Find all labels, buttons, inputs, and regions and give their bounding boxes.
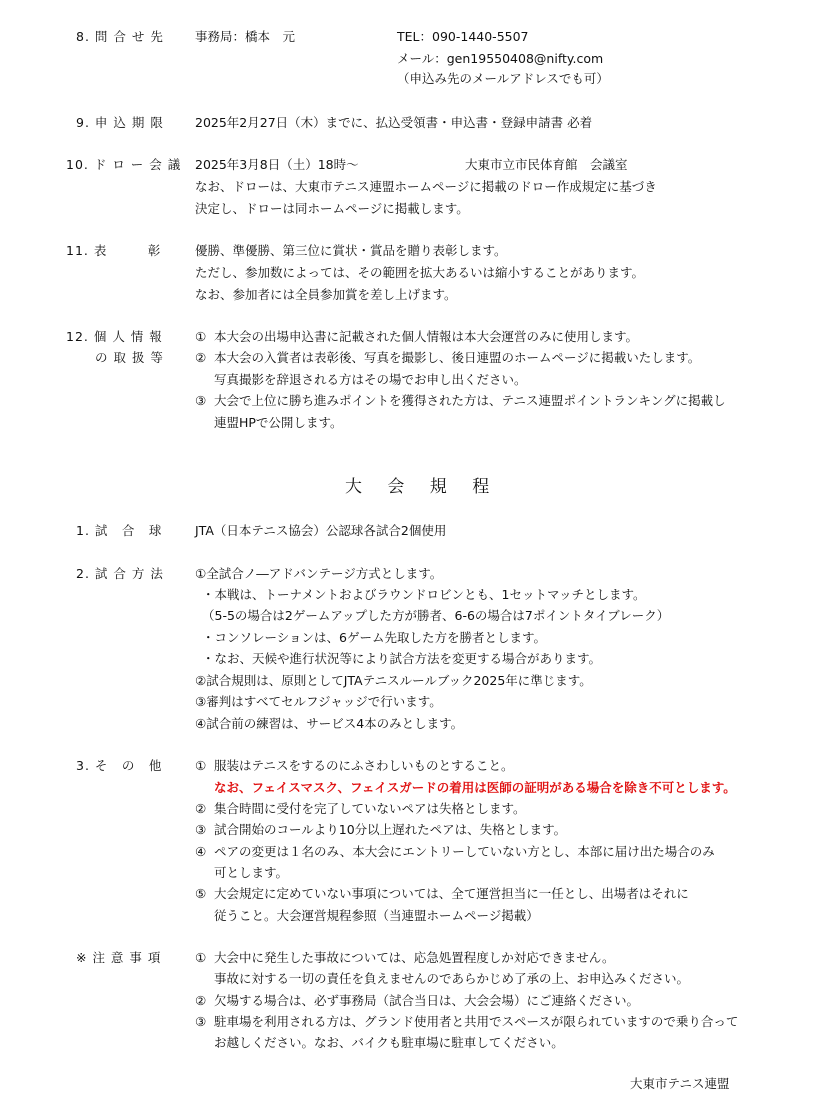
contact-mail-note: （申込み先のメールアドレスでも可） xyxy=(397,71,609,86)
notes-item-1-line2: 事故に対する一切の責任を負えませんのであらかじめ了承の上、お申込みください。 xyxy=(214,971,690,986)
method-line-3: （5-5の場合は2ゲームアップした方が勝者、6-6の場合は7ポイントタイブレーク） xyxy=(202,608,670,623)
privacy-item-1-line1: 本大会の出場申込書に記載された個人情報は本大会運営のみに使用します。 xyxy=(214,329,639,344)
other-item-4-num: ④ xyxy=(195,844,207,859)
other-item-2-num: ② xyxy=(195,801,207,816)
award-label: 11. 表 彰 xyxy=(66,243,162,258)
notes-item-1-line1: 大会中に発生した事故については、応急処置程度しか対応できません。 xyxy=(214,950,615,965)
other-item-5-num: ⑤ xyxy=(195,886,207,901)
notes-item-2-num: ② xyxy=(195,993,207,1008)
privacy-item-3-num: ③ xyxy=(195,393,207,408)
other-item-1-warning: なお、フェイスマスク、フェイスガードの着用は医師の証明がある場合を除き不可とします。 xyxy=(214,780,736,795)
privacy-item-3-line2: 連盟HPで公開します。 xyxy=(214,415,343,430)
contact-label: 8. 問 合 せ 先 xyxy=(76,29,164,44)
notes-item-2-line1: 欠場する場合は、必ず事務局（試合当日は、大会会場）にご連絡ください。 xyxy=(214,993,640,1008)
privacy-label-line2: の 取 扱 等 xyxy=(95,350,164,365)
other-item-1-num: ① xyxy=(195,758,207,773)
notes-item-1-num: ① xyxy=(195,950,207,965)
method-line-5: ・なお、天候や進行状況等により試合方法を変更する場合があります。 xyxy=(202,651,602,666)
privacy-item-3-line1: 大会で上位に勝ち進みポイントを獲得された方は、テニス連盟ポイントランキングに掲載し xyxy=(214,393,726,408)
notes-item-3-line2: お越しください。なお、バイクも駐車場に駐車してください。 xyxy=(214,1035,564,1050)
deadline-label: 9. 申 込 期 限 xyxy=(76,115,164,130)
notes-item-3-line1: 駐車場を利用される方は、グランド使用者と共用でスペースが限られていますので乗り合って xyxy=(214,1014,739,1029)
award-line1: 優勝、準優勝、第三位に賞状・賞品を贈り表彰します。 xyxy=(195,243,507,258)
privacy-item-2-line2: 写真撮影を辞退される方はその場でお申し出ください。 xyxy=(214,372,527,387)
other-item-4-line1: ペアの変更は１名のみ、本大会にエントリーしていない方とし、本部に届け出た場合のみ xyxy=(214,844,715,859)
contact-office: 事務局：橋本 元 xyxy=(195,29,296,44)
draw-datetime: 2025年3月8日（土）18時～ xyxy=(195,157,359,172)
other-label: 3. そ の 他 xyxy=(76,758,163,773)
award-line2: ただし、参加数によっては、その範囲を拡大あるいは縮小することがあります。 xyxy=(195,265,645,280)
contact-mail: メール：gen19550408@nifty.com xyxy=(397,51,604,66)
method-line-7: ③審判はすべてセルフジャッジで行います。 xyxy=(195,694,442,709)
other-item-5-line1: 大会規定に定めていない事項については、全て運営担当に一任とし、出場者はそれに xyxy=(214,886,689,901)
other-item-4-line2: 可とします。 xyxy=(214,865,289,880)
other-item-1-line1: 服装はテニスをするのにふさわしいものとすること。 xyxy=(214,758,514,773)
other-item-3-num: ③ xyxy=(195,822,207,837)
rules-title: 大 会 規 程 xyxy=(345,477,500,497)
contact-tel: TEL：090-1440-5507 xyxy=(397,29,529,44)
draw-label: 10. ド ロ ー 会 議 xyxy=(66,157,182,172)
method-line-1: ①全試合ノ―アドバンテージ方式とします。 xyxy=(195,566,443,581)
award-line3: なお、参加者には全員参加賞を差し上げます。 xyxy=(195,287,457,302)
other-item-2-line1: 集合時間に受付を完了していないペアは失格とします。 xyxy=(214,801,526,816)
method-line-8: ④試合前の練習は、サービス4本のみとします。 xyxy=(195,716,464,731)
privacy-item-2-line1: 本大会の入賞者は表彰後、写真を撮影し、後日連盟のホームページに掲載いたします。 xyxy=(214,350,701,365)
method-line-2: ・本戦は、トーナメントおよびラウンドロビンとも、1セットマッチとします。 xyxy=(202,587,646,602)
other-item-3-line1: 試合開始のコールより10分以上遅れたペアは、失格とします。 xyxy=(214,822,567,837)
draw-line3: 決定し、ドローは同ホームページに掲載します。 xyxy=(195,201,469,216)
notes-label: ※ 注 意 事 項 xyxy=(76,950,162,965)
ball-label: 1. 試 合 球 xyxy=(76,523,163,538)
method-line-4: ・コンソレーションは、6ゲーム先取した方を勝者とします。 xyxy=(202,630,546,645)
organizer-name: 大東市テニス連盟 xyxy=(630,1076,730,1091)
method-line-6: ②試合規則は、原則としてJTAテニスルールブック2025年に準じます。 xyxy=(195,673,592,688)
privacy-item-1-num: ① xyxy=(195,329,207,344)
method-label: 2. 試 合 方 法 xyxy=(76,566,164,581)
other-item-5-line2: 従うこと。大会運営規程参照（当連盟ホームページ掲載） xyxy=(214,908,539,923)
ball-text: JTA（日本テニス協会）公認球各試合2個使用 xyxy=(195,523,447,538)
privacy-label-line1: 12. 個 人 情 報 xyxy=(66,329,163,344)
draw-line2: なお、ドローは、大東市テニス連盟ホームページに掲載のドロー作成規定に基づき xyxy=(195,179,657,194)
deadline-text: 2025年2月27日（木）までに、払込受領書・申込書・登録申請書 必着 xyxy=(195,115,593,130)
notes-item-3-num: ③ xyxy=(195,1014,207,1029)
draw-place: 大東市立市民体育館 会議室 xyxy=(465,157,628,172)
privacy-item-2-num: ② xyxy=(195,350,207,365)
